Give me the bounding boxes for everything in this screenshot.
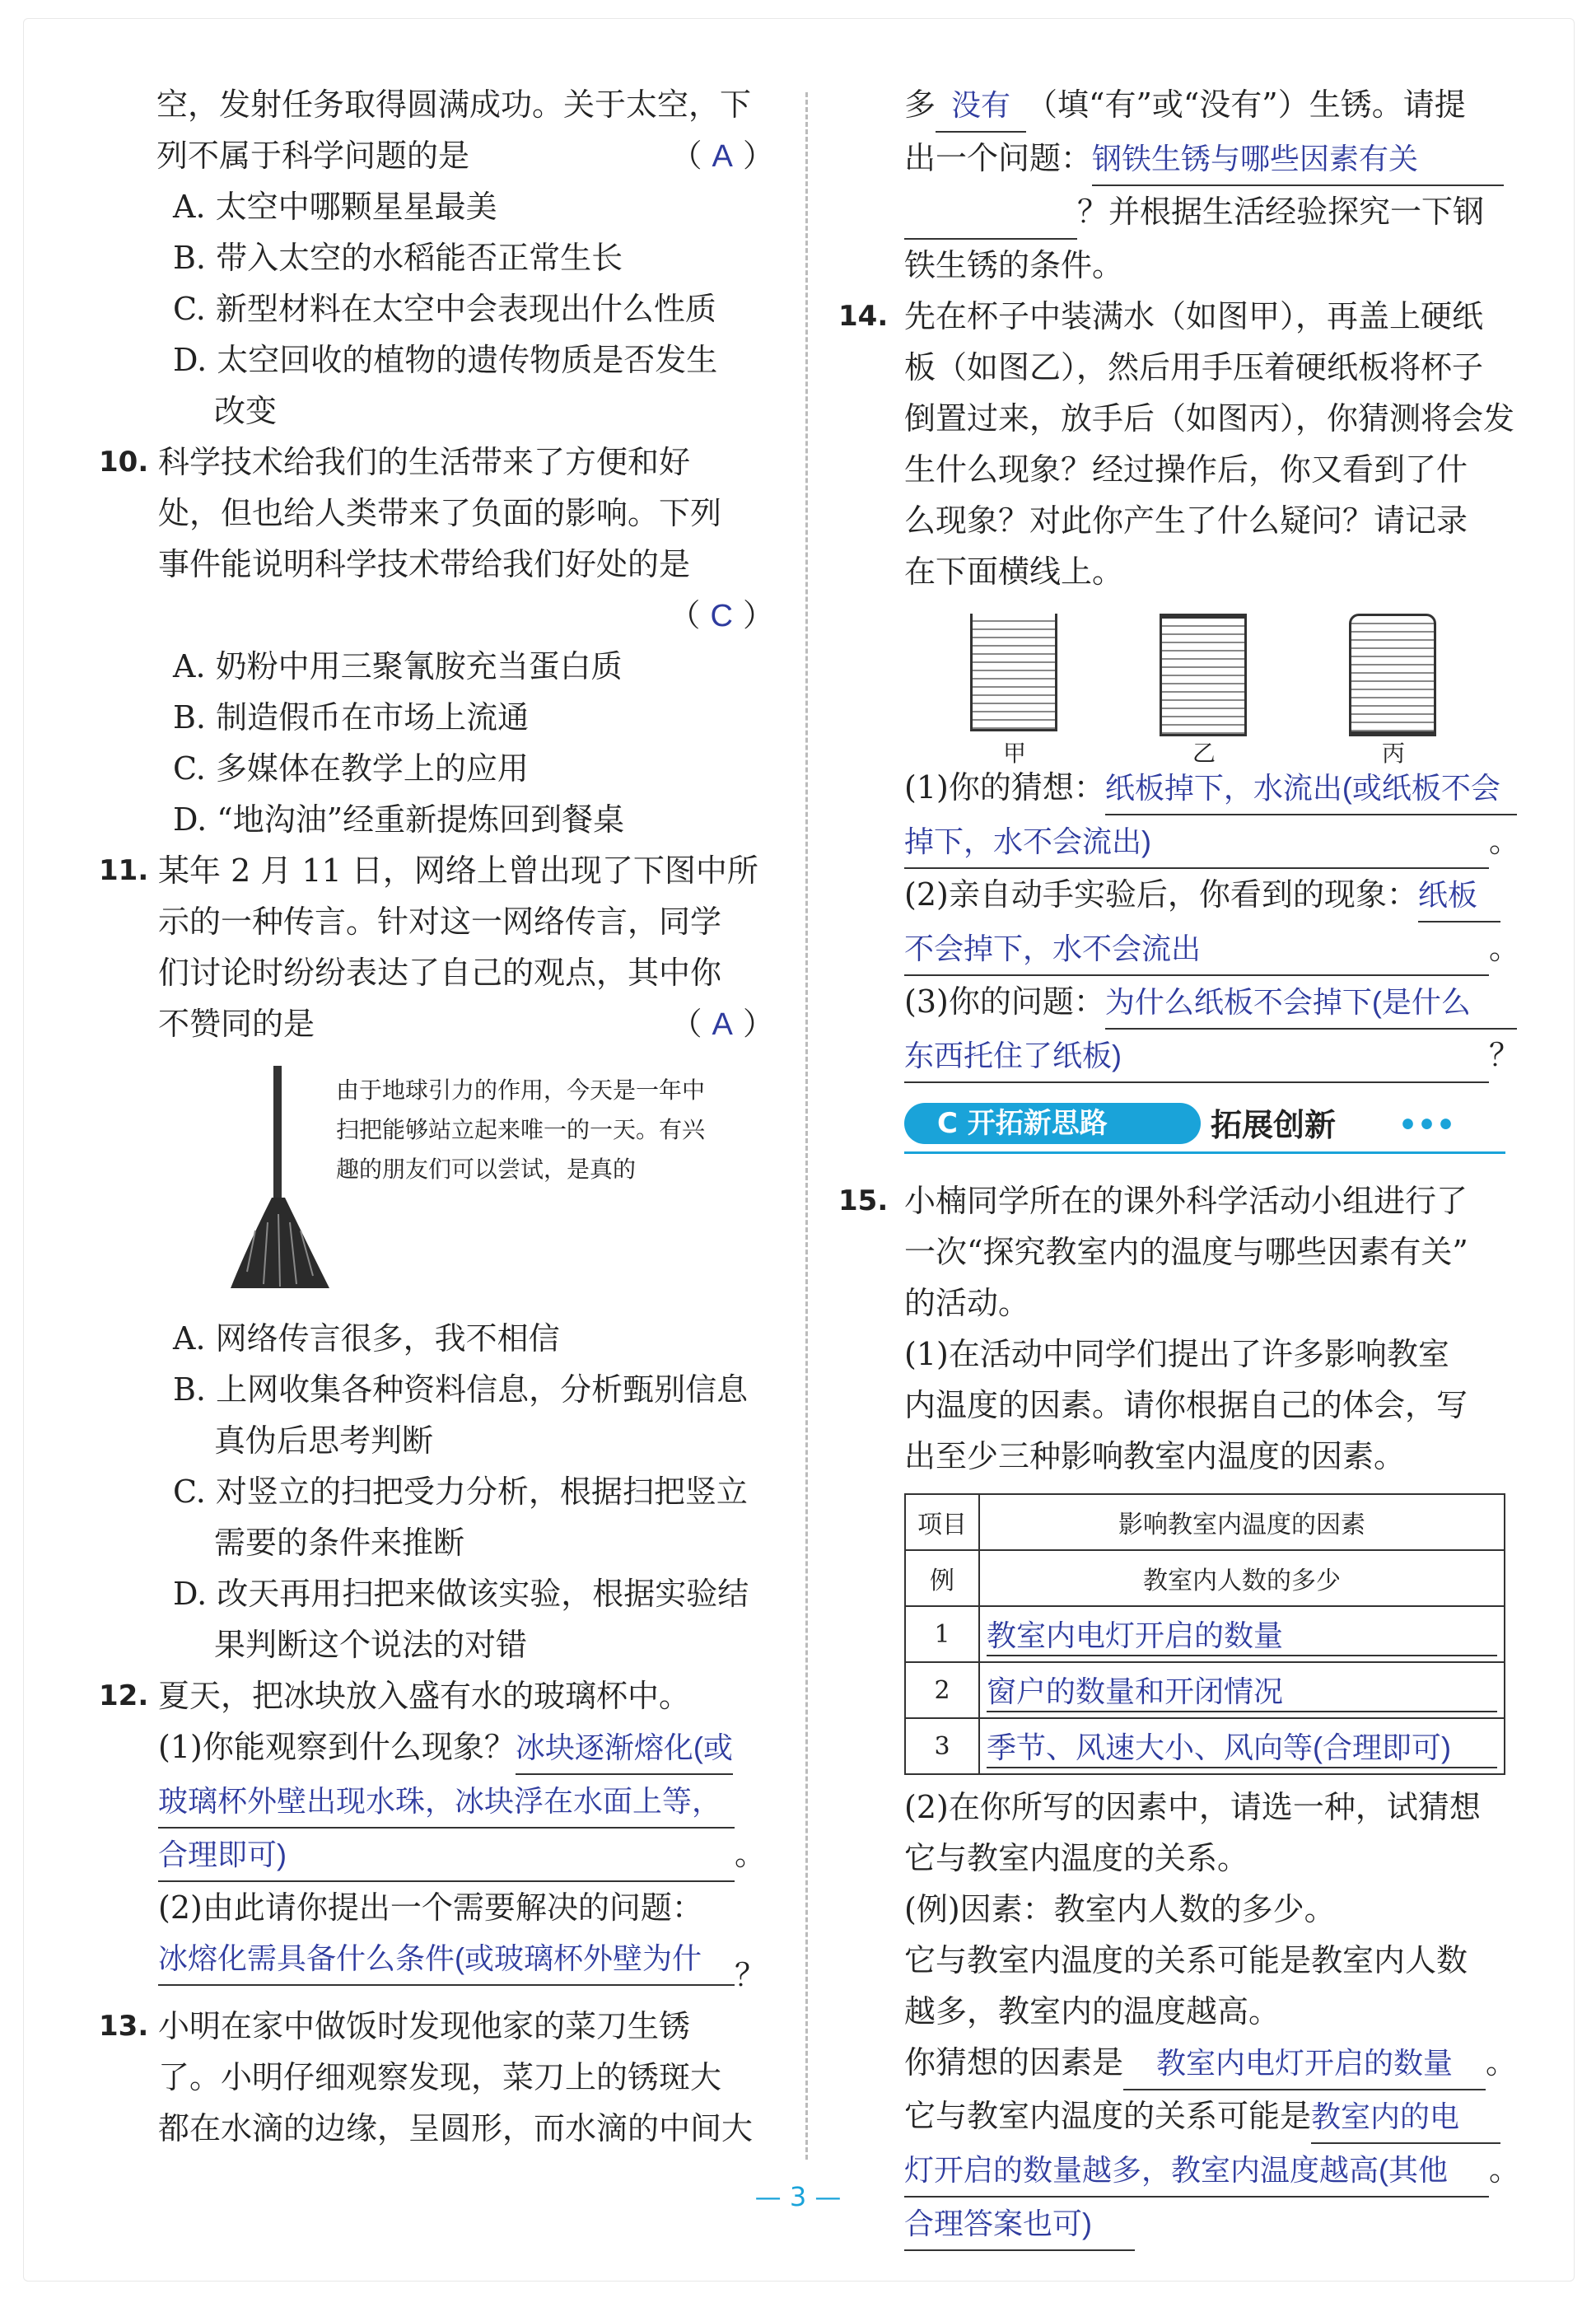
q11-option: 真伪后思考判断: [214, 1422, 434, 1459]
q15-line: 内温度的因素。请你根据自己的体会，写: [904, 1387, 1468, 1423]
q12-line: [99, 1721, 774, 1775]
answer-bracket: （ A ）: [670, 1006, 774, 1042]
cup-jia: [970, 614, 1057, 731]
q9-line: 空，发射任务取得圆满成功。关于太空，下: [156, 86, 752, 123]
broom-icon: [222, 1066, 338, 1296]
q15-label: 你猜想的因素是: [904, 2044, 1124, 2081]
q12-answer: 冰块逐渐熔化(或: [516, 1722, 733, 1775]
q15-line: (1)在活动中同学们提出了许多影响教室: [904, 1336, 1449, 1372]
table-cell: 3: [905, 1718, 979, 1774]
q13-line: 都在水滴的边缘，呈圆形，而水滴的中间大: [158, 2110, 754, 2146]
q15-line: [904, 2090, 1530, 2144]
answer-bracket: （ A ）: [670, 138, 774, 174]
rumor-figure: [115, 1049, 774, 1313]
q9-line: [99, 130, 774, 181]
q15-line: [838, 1175, 1530, 1226]
q11-line: [99, 845, 774, 896]
q10-line: 处，但也给人类带来了负面的影响。下列: [158, 495, 722, 531]
q14-line: 倒置过来，放手后（如图丙），你猜测将会发: [904, 400, 1515, 437]
q13-text: 多: [904, 86, 936, 123]
q15-answer: 季节、风速大小、风向等(合理即可): [987, 1725, 1497, 1768]
q12-line: 合理即可) 。: [99, 1829, 774, 1882]
q15-text: 小楠同学所在的课外科学活动小组进行了: [904, 1183, 1468, 1219]
q15-line: 它与教室内温度的关系。: [904, 1840, 1249, 1876]
q12-line: 冰熔化需具备什么条件(或玻璃杯外壁为什 ？: [99, 1933, 774, 2001]
table-cell: [979, 1606, 1505, 1662]
q14-line: [904, 762, 1530, 815]
q15-relation-answer: 教室内的电: [1311, 2091, 1500, 2144]
table-cell: 2: [905, 1662, 979, 1718]
q14-answer-1: 掉下，水不会流出): [904, 816, 1489, 869]
q15-line: 一次“探究教室内的温度与哪些因素有关”: [904, 1234, 1468, 1270]
dots-icon: •••: [1398, 1108, 1456, 1142]
q13-number: 13.: [99, 2010, 149, 2043]
q11-text: 不赞同的是: [158, 1006, 315, 1042]
factor-table: [904, 1493, 1505, 1775]
answer-bracket: （ C ）: [669, 597, 774, 633]
q9-answer: A: [712, 139, 733, 174]
question-mark: ？: [1489, 1037, 1521, 1073]
q15-line: 出至少三种影响教室内温度的因素。: [904, 1438, 1406, 1474]
q15-label: 它与教室内温度的关系可能是: [904, 2098, 1312, 2134]
section-title: 拓展创新: [1211, 1107, 1337, 1143]
q10-option: C. 多媒体在教学上的应用: [173, 750, 529, 787]
q12-line: [99, 1775, 774, 1829]
q15-line: (2)在你所写的因素中，请选一种，试猜想: [904, 1789, 1481, 1825]
q15-line: 越多，教室内的温度越高。: [904, 1993, 1281, 2029]
q14-line: 么现象？对此你产生了什么疑问？请记录: [904, 502, 1468, 539]
q15-line: (例)因素：教室内人数的多少。: [904, 1891, 1336, 1927]
right-column: [838, 79, 1530, 2251]
q15-guess-answer: 教室内电灯开启的数量: [1123, 2038, 1486, 2090]
q10-line: [99, 590, 774, 641]
q11-line: 们讨论时纷纷表达了自己的观点，其中你: [158, 955, 722, 991]
q14-answer-1: 纸板掉下，水流出(或纸板不会: [1105, 763, 1517, 815]
section-tag: C 开拓新思路: [904, 1103, 1201, 1144]
q14-line: [904, 815, 1530, 869]
table-cell: [979, 1662, 1505, 1718]
q11-option: C. 对竖立的扫把受力分析，根据扫把竖立: [173, 1474, 748, 1510]
table-header-cell: 影响教室内温度的因素: [979, 1494, 1505, 1550]
q13-answer-1: 没有: [936, 80, 1026, 133]
q10-line: [99, 437, 774, 488]
q13-text: ？并根据生活经验探究一下钢: [1077, 194, 1485, 230]
q10-option: A. 奶粉中用三聚氰胺充当蛋白质: [173, 648, 623, 684]
q11-option: A. 网络传言很多，我不相信: [173, 1320, 560, 1357]
q9-option: B. 带入太空的水稻能否正常生长: [173, 240, 623, 276]
q11-answer: A: [712, 1007, 733, 1042]
q15-answer: 窗户的数量和开闭情况: [987, 1669, 1497, 1712]
q14-answer-3: 东西托住了纸板): [904, 1030, 1489, 1083]
q12-answer: 玻璃杯外壁出现水珠，冰块浮在水面上等，: [158, 1776, 735, 1829]
q14-text: 先在杯子中装满水（如图甲），再盖上硬纸: [904, 298, 1484, 334]
q9-option: D. 太空回收的植物的遗传物质是否发生: [173, 342, 718, 378]
q14-answer-2: 纸板: [1418, 870, 1500, 922]
q10-option: D. “地沟油”经重新提炼回到餐桌: [173, 801, 625, 838]
cup-bing: [1349, 614, 1436, 736]
table-row: [905, 1550, 1505, 1606]
q15-line: 的活动。: [904, 1285, 1030, 1321]
q13-text: 出一个问题：: [904, 140, 1093, 176]
table-row: [905, 1494, 1505, 1550]
q14-line: [904, 922, 1530, 976]
q14-line: [904, 1030, 1530, 1083]
q12-answer: 冰熔化需具备什么条件(或玻璃杯外壁为什: [158, 1933, 735, 1986]
cup-label: 甲: [1003, 740, 1027, 767]
q11-option: 需要的条件来推断: [214, 1525, 465, 1561]
q15-line: 你猜想的因素是 教室内电灯开启的数量 。: [904, 2037, 1530, 2090]
q9-option: 改变: [214, 393, 278, 429]
q13-line: 铁生锈的条件。: [904, 247, 1124, 283]
q9-option: C. 新型材料在太空中会表现出什么性质: [173, 291, 716, 327]
q10-text: 科学技术给我们的生活带来了方便和好: [158, 444, 691, 480]
cup-label: 乙: [1192, 740, 1216, 767]
q13-line: [904, 79, 1530, 133]
q11-line: 示的一种传言。针对这一网络传言，同学: [158, 904, 722, 940]
q14-answer-3: 为什么纸板不会掉下(是什么: [1105, 977, 1517, 1030]
q14-label: (2)亲自动手实验后，你看到的现象：: [904, 876, 1418, 913]
q12-label: (1)你能观察到什么现象？: [158, 1729, 516, 1765]
q13-line: [99, 2001, 774, 2052]
table-row: [905, 1662, 1505, 1718]
blank-line: [904, 187, 1077, 240]
q11-option: B. 上网收集各种资料信息，分析甄别信息: [173, 1371, 749, 1408]
rumor-text: 由于地球引力的作用，今天是一年中扫把能够站立起来唯一的一天。有兴趣的朋友们可以尝试，是真的: [336, 1077, 706, 1183]
q9-option: A. 太空中哪颗星星最美: [173, 189, 497, 225]
q14-label: (3)你的问题：: [904, 983, 1105, 1020]
q15-line: 它与教室内温度的关系可能是教室内人数: [904, 1942, 1468, 1978]
q13-line: 了。小明仔细观察发现，菜刀上的锈斑大: [158, 2059, 722, 2095]
q10-line: 事件能说明科学技术带给我们好处的是: [158, 546, 691, 582]
cup-label: 丙: [1382, 740, 1406, 767]
q14-line: 生什么现象？经过操作后，你又看到了什: [904, 451, 1468, 488]
q11-option: D. 改天再用扫把来做该实验，根据实验结: [173, 1576, 749, 1612]
q14-answer-2: 不会掉下，水不会流出: [904, 923, 1489, 976]
column-divider: [805, 92, 808, 2160]
q11-text: 某年 2 月 11 日，网络上曾出现了下图中所: [158, 852, 758, 889]
q14-line: [904, 976, 1530, 1030]
q11-number: 11.: [99, 854, 149, 887]
q12-answer: 合理即可): [158, 1829, 735, 1882]
q14-number: 14.: [838, 300, 889, 333]
cups-figure: [970, 597, 1530, 767]
q15-line: 灯开启的数量越多，教室内温度越高(其他 。: [904, 2144, 1530, 2198]
q9-line-text: 列不属于科学问题的是: [156, 138, 470, 174]
table-cell: 例: [905, 1550, 979, 1606]
banner-underline: [904, 1151, 1505, 1154]
q13-line: [904, 133, 1530, 186]
q10-number: 10.: [99, 446, 149, 479]
left-column: [99, 79, 774, 2154]
q11-option: 果判断这个说法的对错: [214, 1627, 528, 1663]
page-number: — 3 —: [754, 2181, 842, 2212]
cup-yi: [1160, 614, 1247, 736]
table-cell: [979, 1718, 1505, 1774]
q15-number: 15.: [838, 1184, 889, 1217]
q14-label: (1)你的猜想：: [904, 769, 1105, 806]
q15-answer: 教室内电灯开启的数量: [987, 1613, 1497, 1656]
q13-answer-2: 钢铁生锈与哪些因素有关: [1092, 133, 1504, 186]
q12-number: 12.: [99, 1679, 149, 1712]
period: 。: [1489, 930, 1521, 966]
table-header-cell: 项目: [905, 1494, 979, 1550]
table-row: [905, 1606, 1505, 1662]
q14-line: 在下面横线上。: [904, 553, 1124, 590]
section-banner: [904, 1100, 1530, 1151]
table-cell: 教室内人数的多少: [979, 1550, 1505, 1606]
table-cell: 1: [905, 1606, 979, 1662]
table-row: [905, 1718, 1505, 1774]
q15-relation-answer: 合理答案也可): [904, 2198, 1135, 2251]
q14-line: 板（如图乙），然后用手压着硬纸板将杯子: [904, 349, 1484, 385]
q12-line: [99, 1670, 774, 1721]
q13-text: 小明在家中做饭时发现他家的菜刀生锈: [158, 2008, 691, 2044]
q13-text: （填“有”或“没有”）生锈。请提: [1026, 86, 1466, 123]
q14-line: [838, 291, 1530, 342]
q12-line: (2)由此请你提出一个需要解决的问题：: [158, 1889, 703, 1926]
q10-option: B. 制造假币在市场上流通: [173, 699, 530, 736]
q14-line: [904, 869, 1530, 922]
q11-line: [99, 998, 774, 1049]
q13-line: [904, 186, 1530, 240]
q15-relation-answer: 灯开启的数量越多，教室内温度越高(其他: [904, 2145, 1489, 2198]
q10-answer: C: [710, 599, 733, 633]
period: 。: [1489, 823, 1521, 859]
q12-text: 夏天，把冰块放入盛有水的玻璃杯中。: [158, 1678, 691, 1714]
